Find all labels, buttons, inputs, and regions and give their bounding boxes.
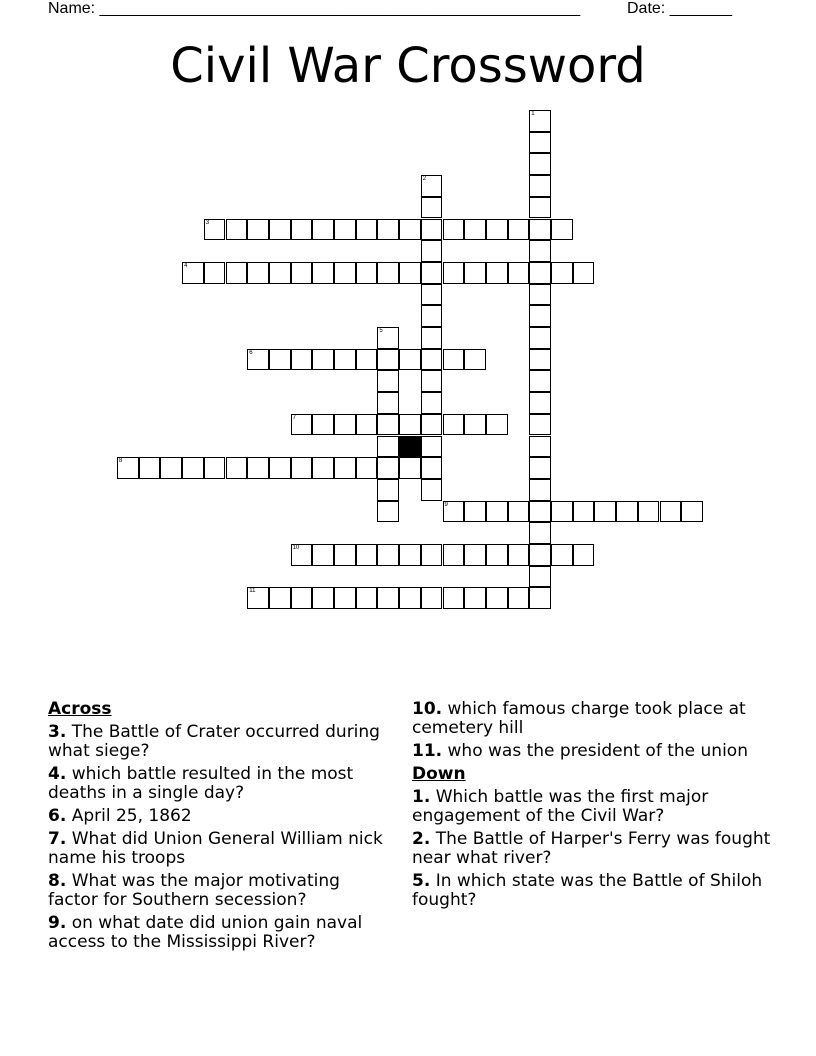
grid-cell[interactable] <box>312 262 334 284</box>
clue-number-label: 1. <box>412 787 431 807</box>
grid-cell[interactable] <box>508 219 530 241</box>
clue-text: April 25, 1862 <box>66 806 192 826</box>
grid-cell[interactable] <box>356 349 378 371</box>
clue-8 <box>48 872 388 910</box>
grid-cell[interactable] <box>291 587 313 609</box>
grid-cell[interactable] <box>529 392 551 414</box>
grid-cell[interactable] <box>573 544 595 566</box>
grid-cell[interactable] <box>464 414 486 436</box>
grid-cell[interactable] <box>226 457 248 479</box>
grid-cell[interactable] <box>529 501 551 523</box>
grid-cell[interactable] <box>269 457 291 479</box>
down-heading: Down <box>412 764 466 784</box>
grid-cell[interactable] <box>421 370 443 392</box>
clue-2 <box>412 830 772 868</box>
grid-cell[interactable] <box>573 501 595 523</box>
grid-cell[interactable] <box>421 392 443 414</box>
grid-cell[interactable] <box>312 414 334 436</box>
grid-cell[interactable] <box>681 501 703 523</box>
grid-cell[interactable] <box>377 501 399 523</box>
page-title: Civil War Crossword <box>170 38 646 94</box>
grid-cell[interactable] <box>551 262 573 284</box>
clue-text: The Battle of Harper's Ferry was fought near what river? <box>412 829 771 868</box>
grid-cell[interactable] <box>421 587 443 609</box>
grid-cell[interactable] <box>464 544 486 566</box>
grid-cell[interactable] <box>443 544 465 566</box>
clues-column-right <box>412 700 772 914</box>
grid-cell[interactable] <box>443 414 465 436</box>
clue-text: who was the president of the union <box>442 741 748 761</box>
grid-cell[interactable] <box>508 501 530 523</box>
grid-cell[interactable] <box>421 175 443 197</box>
grid-cell[interactable] <box>399 544 421 566</box>
grid-cell[interactable] <box>529 240 551 262</box>
grid-cell[interactable] <box>182 457 204 479</box>
grid-cell[interactable] <box>334 414 356 436</box>
grid-cell[interactable] <box>334 219 356 241</box>
clue-number-label: 7. <box>48 829 67 849</box>
grid-cell[interactable] <box>573 262 595 284</box>
grid-cell[interactable] <box>421 457 443 479</box>
grid-cell[interactable] <box>616 501 638 523</box>
clue-text: Which battle was the first major engagement of the Civil War? <box>412 787 709 826</box>
grid-cell[interactable] <box>291 219 313 241</box>
clue-text: In which state was the Battle of Shiloh fought? <box>412 871 763 910</box>
grid-cell[interactable] <box>269 587 291 609</box>
grid-cell[interactable] <box>421 349 443 371</box>
grid-cell[interactable] <box>529 349 551 371</box>
grid-cell[interactable] <box>529 284 551 306</box>
clue-number-label: 4. <box>48 764 67 784</box>
grid-cell[interactable] <box>377 479 399 501</box>
grid-cell[interactable] <box>269 262 291 284</box>
across-heading: Across <box>48 699 112 719</box>
grid-cell[interactable] <box>551 219 573 241</box>
grid-cell[interactable] <box>529 414 551 436</box>
grid-cell[interactable] <box>226 262 248 284</box>
grid-cell[interactable] <box>529 175 551 197</box>
clue-number: 10 <box>292 545 300 551</box>
grid-cell[interactable] <box>486 501 508 523</box>
grid-cell[interactable] <box>464 219 486 241</box>
grid-cell[interactable] <box>529 197 551 219</box>
clue-3 <box>48 723 388 761</box>
grid-cell[interactable] <box>443 501 465 523</box>
grid-cell[interactable] <box>312 349 334 371</box>
clue-6 <box>48 807 388 826</box>
grid-cell[interactable] <box>377 370 399 392</box>
grid-cell[interactable] <box>204 457 226 479</box>
clues-column-left <box>48 700 388 956</box>
grid-cell[interactable] <box>377 327 399 349</box>
clue-number: 5 <box>379 328 383 334</box>
grid-cell[interactable] <box>529 305 551 327</box>
clue-1 <box>412 788 772 826</box>
clue-text: which famous charge took place at cemetery hill <box>412 699 746 738</box>
grid-cell[interactable] <box>421 327 443 349</box>
clue-number: 7 <box>292 414 296 421</box>
grid-cell[interactable] <box>421 262 443 284</box>
clue-number-label: 5. <box>412 871 431 891</box>
grid-cell[interactable] <box>443 587 465 609</box>
clue-number-label: 9. <box>48 913 67 933</box>
grid-cell[interactable] <box>529 544 551 566</box>
grid-cell[interactable] <box>399 262 421 284</box>
grid-cell[interactable] <box>356 262 378 284</box>
grid-cell[interactable] <box>356 457 378 479</box>
grid-cell[interactable] <box>160 457 182 479</box>
grid-cell[interactable] <box>377 219 399 241</box>
clue-number-label: 10. <box>412 699 443 719</box>
grid-cell[interactable] <box>421 240 443 262</box>
grid-cell[interactable] <box>529 327 551 349</box>
clue-5 <box>412 872 772 910</box>
clue-9 <box>48 914 388 952</box>
grid-cell[interactable] <box>377 436 399 458</box>
grid-cell[interactable] <box>660 501 682 523</box>
grid-cell[interactable] <box>291 349 313 371</box>
grid-cell[interactable] <box>529 370 551 392</box>
date-field-line[interactable]: Date: _______ <box>627 0 732 17</box>
grid-cell[interactable] <box>377 457 399 479</box>
grid-cell[interactable] <box>421 219 443 241</box>
grid-cell[interactable] <box>486 414 508 436</box>
grid-cell[interactable] <box>551 501 573 523</box>
grid-cell[interactable] <box>421 544 443 566</box>
grid-cell[interactable] <box>464 501 486 523</box>
clue-text: What was the major motivating factor for Southern secession? <box>48 871 340 910</box>
grid-cell[interactable] <box>312 544 334 566</box>
grid-cell[interactable] <box>334 544 356 566</box>
grid-cell[interactable] <box>334 262 356 284</box>
grid-cell[interactable] <box>117 457 139 479</box>
grid-cell[interactable] <box>399 587 421 609</box>
clue-number-label: 2. <box>412 829 431 849</box>
clue-number-label: 6. <box>48 806 67 826</box>
grid-cell[interactable] <box>529 110 551 132</box>
grid-cell[interactable] <box>421 479 443 501</box>
grid-cell[interactable] <box>377 262 399 284</box>
clue-text: which battle resulted in the most deaths in a single day? <box>48 764 354 803</box>
grid-cell[interactable] <box>247 262 269 284</box>
grid-cell[interactable] <box>377 544 399 566</box>
clue-text: The Battle of Crater occurred during what siege? <box>48 722 380 761</box>
clue-number: 9 <box>444 501 448 508</box>
grid-cell[interactable] <box>443 349 465 371</box>
grid-cell[interactable] <box>421 414 443 436</box>
clue-10 <box>412 700 772 738</box>
grid-cell[interactable] <box>291 414 313 436</box>
grid-cell[interactable] <box>226 219 248 241</box>
grid-cell[interactable] <box>247 587 269 609</box>
grid-cell[interactable] <box>247 457 269 479</box>
grid-cell[interactable] <box>421 305 443 327</box>
grid-cell[interactable] <box>529 522 551 544</box>
grid-cell[interactable] <box>486 544 508 566</box>
grid-cell[interactable] <box>508 544 530 566</box>
grid-cell[interactable] <box>529 587 551 609</box>
grid-cell[interactable] <box>443 219 465 241</box>
grid-cell[interactable] <box>291 262 313 284</box>
grid-cell[interactable] <box>638 501 660 523</box>
grid-cell[interactable] <box>334 349 356 371</box>
grid-cell[interactable] <box>399 219 421 241</box>
grid-cell[interactable] <box>421 197 443 219</box>
clue-number: 4 <box>184 262 188 269</box>
grid-cell[interactable] <box>377 414 399 436</box>
grid-cell[interactable] <box>399 414 421 436</box>
clue-number-label: 8. <box>48 871 67 891</box>
grid-cell[interactable] <box>182 262 204 284</box>
grid-cell[interactable] <box>291 544 313 566</box>
black-cell <box>399 436 421 458</box>
grid-cell[interactable] <box>529 457 551 479</box>
grid-cell[interactable] <box>291 457 313 479</box>
grid-cell[interactable] <box>247 219 269 241</box>
grid-cell[interactable] <box>356 414 378 436</box>
grid-cell[interactable] <box>312 219 334 241</box>
grid-cell[interactable] <box>377 587 399 609</box>
clue-number: 1 <box>531 111 535 117</box>
clue-7 <box>48 830 388 868</box>
grid-cell[interactable] <box>204 219 226 241</box>
grid-cell[interactable] <box>356 587 378 609</box>
grid-cell[interactable] <box>269 219 291 241</box>
grid-cell[interactable] <box>312 587 334 609</box>
grid-cell[interactable] <box>529 566 551 588</box>
grid-cell[interactable] <box>377 392 399 414</box>
grid-cell[interactable] <box>529 436 551 458</box>
grid-cell[interactable] <box>204 262 226 284</box>
clue-number: 11 <box>249 588 256 595</box>
grid-cell[interactable] <box>377 349 399 371</box>
grid-cell[interactable] <box>139 457 161 479</box>
grid-cell[interactable] <box>464 349 486 371</box>
clue-number: 2 <box>422 176 427 183</box>
grid-cell[interactable] <box>529 479 551 501</box>
grid-cell[interactable] <box>421 284 443 306</box>
grid-cell[interactable] <box>247 349 269 371</box>
grid-cell[interactable] <box>594 501 616 523</box>
clue-number: 3 <box>205 219 210 226</box>
clue-number-label: 11. <box>412 741 443 761</box>
clue-11 <box>412 742 772 761</box>
grid-cell[interactable] <box>486 587 508 609</box>
clue-number-label: 3. <box>48 722 67 742</box>
grid-cell[interactable] <box>529 219 551 241</box>
grid-cell[interactable] <box>508 262 530 284</box>
grid-cell[interactable] <box>334 457 356 479</box>
grid-cell[interactable] <box>334 587 356 609</box>
grid-cell[interactable] <box>486 262 508 284</box>
grid-cell[interactable] <box>508 587 530 609</box>
clue-number: 8 <box>119 458 123 465</box>
grid-cell[interactable] <box>551 544 573 566</box>
grid-cell[interactable] <box>312 457 334 479</box>
grid-cell[interactable] <box>356 219 378 241</box>
grid-cell[interactable] <box>464 262 486 284</box>
grid-cell[interactable] <box>399 457 421 479</box>
grid-cell[interactable] <box>529 262 551 284</box>
name-field-line[interactable]: Name: ______________________________________________________ <box>48 0 581 17</box>
grid-cell[interactable] <box>269 349 291 371</box>
clue-text: What did Union General William nick name his troops <box>48 829 383 868</box>
grid-cell[interactable] <box>421 436 443 458</box>
clue-number: 6 <box>249 349 253 356</box>
grid-cell[interactable] <box>486 219 508 241</box>
grid-cell[interactable] <box>399 349 421 371</box>
grid-cell[interactable] <box>529 153 551 175</box>
clue-4 <box>48 765 388 803</box>
grid-cell[interactable] <box>464 587 486 609</box>
grid-cell[interactable] <box>356 544 378 566</box>
grid-cell[interactable] <box>443 262 465 284</box>
clue-text: on what date did union gain naval access to the Mississippi River? <box>48 913 363 952</box>
grid-cell[interactable] <box>529 132 551 154</box>
